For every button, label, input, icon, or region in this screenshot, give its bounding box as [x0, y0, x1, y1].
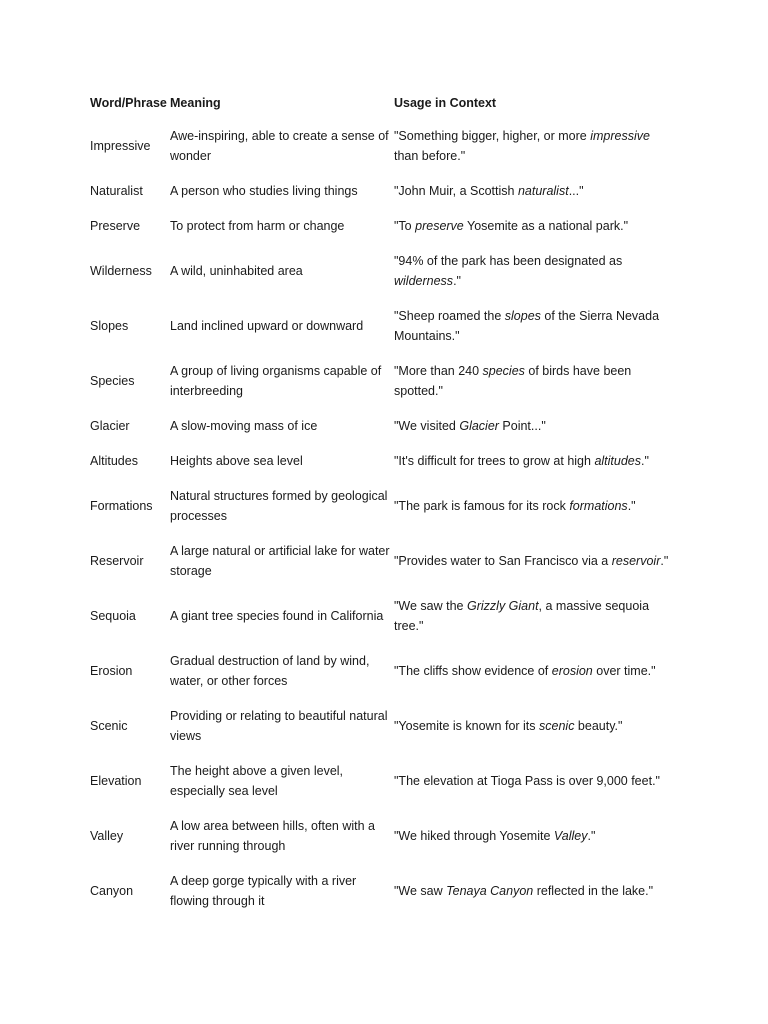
usage-text: ." [587, 828, 596, 843]
usage-cell [392, 443, 674, 478]
usage-text: "It's difficult for trees to grow at high [394, 453, 595, 468]
usage-text: than before." [394, 148, 466, 163]
usage-cell [392, 533, 674, 588]
usage-text: "More than 240 [394, 363, 483, 378]
usage-text: ." [627, 498, 636, 513]
word-cell: Altitudes [90, 453, 138, 468]
usage-text: of the Sierra Nevada Mountains." [394, 308, 660, 343]
usage-cell [392, 808, 674, 863]
word-cell: Valley [90, 828, 124, 843]
table-row [88, 408, 674, 443]
usage-text: ." [453, 273, 461, 288]
usage-text: ." [641, 453, 649, 468]
usage-cell [392, 353, 674, 408]
usage-text: ..." [568, 183, 584, 198]
table-row [88, 243, 674, 298]
usage-text: reflected in the lake." [533, 883, 654, 898]
usage-text: "The park is famous for its rock [394, 498, 570, 513]
word-cell: Wilderness [90, 263, 152, 278]
usage-emphasis: altitudes [594, 453, 641, 468]
table-row [88, 698, 674, 753]
usage-emphasis: wilderness [394, 273, 454, 288]
meaning-cell: Providing or relating to beautiful natural views [170, 708, 388, 743]
usage-cell [392, 118, 674, 173]
word-cell: Impressive [90, 138, 151, 153]
usage-cell [392, 173, 674, 208]
meaning-cell: Heights above sea level [170, 453, 303, 468]
usage-text: "Sheep roamed the [394, 308, 505, 323]
meaning-cell: The height above a given level, especially sea level [170, 763, 344, 798]
meaning-cell: A large natural or artificial lake for water storage [170, 543, 390, 578]
usage-text: "Something bigger, higher, or more [394, 128, 591, 143]
usage-emphasis: formations [569, 498, 628, 513]
table-row [88, 298, 674, 353]
meaning-cell: To protect from harm or change [170, 218, 345, 233]
word-cell: Sequoia [90, 608, 136, 623]
usage-cell [392, 478, 674, 533]
usage-text: "94% of the park has been designated as [394, 253, 623, 268]
word-cell: Preserve [90, 218, 141, 233]
usage-text: "The cliffs show evidence of [394, 663, 552, 678]
word-cell: Reservoir [90, 553, 144, 568]
usage-emphasis: impressive [590, 128, 650, 143]
table-row [88, 533, 674, 588]
word-cell: Glacier [90, 418, 130, 433]
usage-emphasis: Tenaya Canyon [446, 883, 534, 898]
meaning-cell: A wild, uninhabited area [170, 263, 303, 278]
meaning-cell: Gradual destruction of land by wind, water, or other forces [170, 653, 370, 688]
usage-emphasis: reservoir [611, 553, 661, 568]
word-cell: Elevation [90, 773, 142, 788]
table-row [88, 753, 674, 808]
usage-text: "We saw [394, 883, 447, 898]
word-cell: Naturalist [90, 183, 143, 198]
table-row [88, 118, 674, 173]
usage-text: "Provides water to San Francisco via a [394, 553, 612, 568]
word-cell: Species [90, 373, 135, 388]
usage-emphasis: preserve [415, 218, 464, 233]
table-row [88, 863, 674, 918]
usage-emphasis: naturalist [517, 183, 569, 198]
table-row [88, 443, 674, 478]
word-cell: Scenic [90, 718, 128, 733]
usage-cell [392, 208, 674, 243]
header-usage: Usage in Context [394, 96, 497, 110]
meaning-cell: A giant tree species found in California [170, 608, 384, 623]
vocabulary-table [88, 88, 674, 918]
usage-cell [392, 863, 674, 918]
usage-text: ." [660, 553, 669, 568]
usage-text: Point..." [498, 418, 546, 433]
table-row [88, 208, 674, 243]
table-header-row [88, 88, 674, 118]
header-word: Word/Phrase [90, 96, 167, 110]
meaning-cell: A person who studies living things [170, 183, 358, 198]
meaning-cell: Natural structures formed by geological processes [170, 488, 388, 523]
usage-emphasis: scenic [539, 718, 575, 733]
usage-cell [392, 698, 674, 753]
table-row [88, 173, 674, 208]
usage-text: "John Muir, a Scottish [394, 183, 518, 198]
usage-cell [392, 408, 674, 443]
usage-emphasis: Glacier [459, 418, 499, 433]
meaning-cell: A slow-moving mass of ice [170, 418, 318, 433]
word-cell: Formations [90, 498, 153, 513]
meaning-cell: Awe-inspiring, able to create a sense of wonder [170, 128, 389, 163]
table-row [88, 588, 674, 643]
usage-cell [392, 298, 674, 353]
usage-emphasis: Valley [553, 828, 588, 843]
usage-text: "We visited [394, 418, 460, 433]
usage-text: of birds have been spotted." [394, 363, 632, 398]
usage-emphasis: species [482, 363, 525, 378]
usage-emphasis: erosion [551, 663, 593, 678]
usage-cell [392, 753, 674, 808]
table-row [88, 478, 674, 533]
meaning-cell: A deep gorge typically with a river flowing through it [170, 873, 357, 908]
usage-cell [392, 588, 674, 643]
usage-text: "We hiked through Yosemite [394, 828, 554, 843]
usage-text: over time." [592, 663, 656, 678]
usage-text: "Yosemite is known for its [394, 718, 540, 733]
usage-text: Yosemite as a national park." [463, 218, 629, 233]
usage-cell [392, 243, 674, 298]
usage-emphasis: Grizzly Giant [467, 598, 539, 613]
usage-emphasis: slopes [504, 308, 541, 323]
usage-text: "We saw the [394, 598, 467, 613]
word-cell: Canyon [90, 883, 134, 898]
meaning-cell: A low area between hills, often with a river running through [170, 818, 375, 853]
meaning-cell: Land inclined upward or downward [170, 318, 364, 333]
usage-text: "To [394, 218, 416, 233]
table-row [88, 353, 674, 408]
usage-cell [392, 643, 674, 698]
table-body [88, 118, 674, 918]
meaning-cell: A group of living organisms capable of interbreeding [170, 363, 382, 398]
usage-text: beauty." [574, 718, 623, 733]
table-row [88, 643, 674, 698]
usage-text: "The elevation at Tioga Pass is over 9,000 feet." [394, 773, 660, 788]
word-cell: Slopes [90, 318, 129, 333]
usage-text: , a massive sequoia tree." [394, 598, 650, 633]
header-meaning: Meaning [170, 96, 221, 110]
table-row [88, 808, 674, 863]
word-cell: Erosion [90, 663, 133, 678]
